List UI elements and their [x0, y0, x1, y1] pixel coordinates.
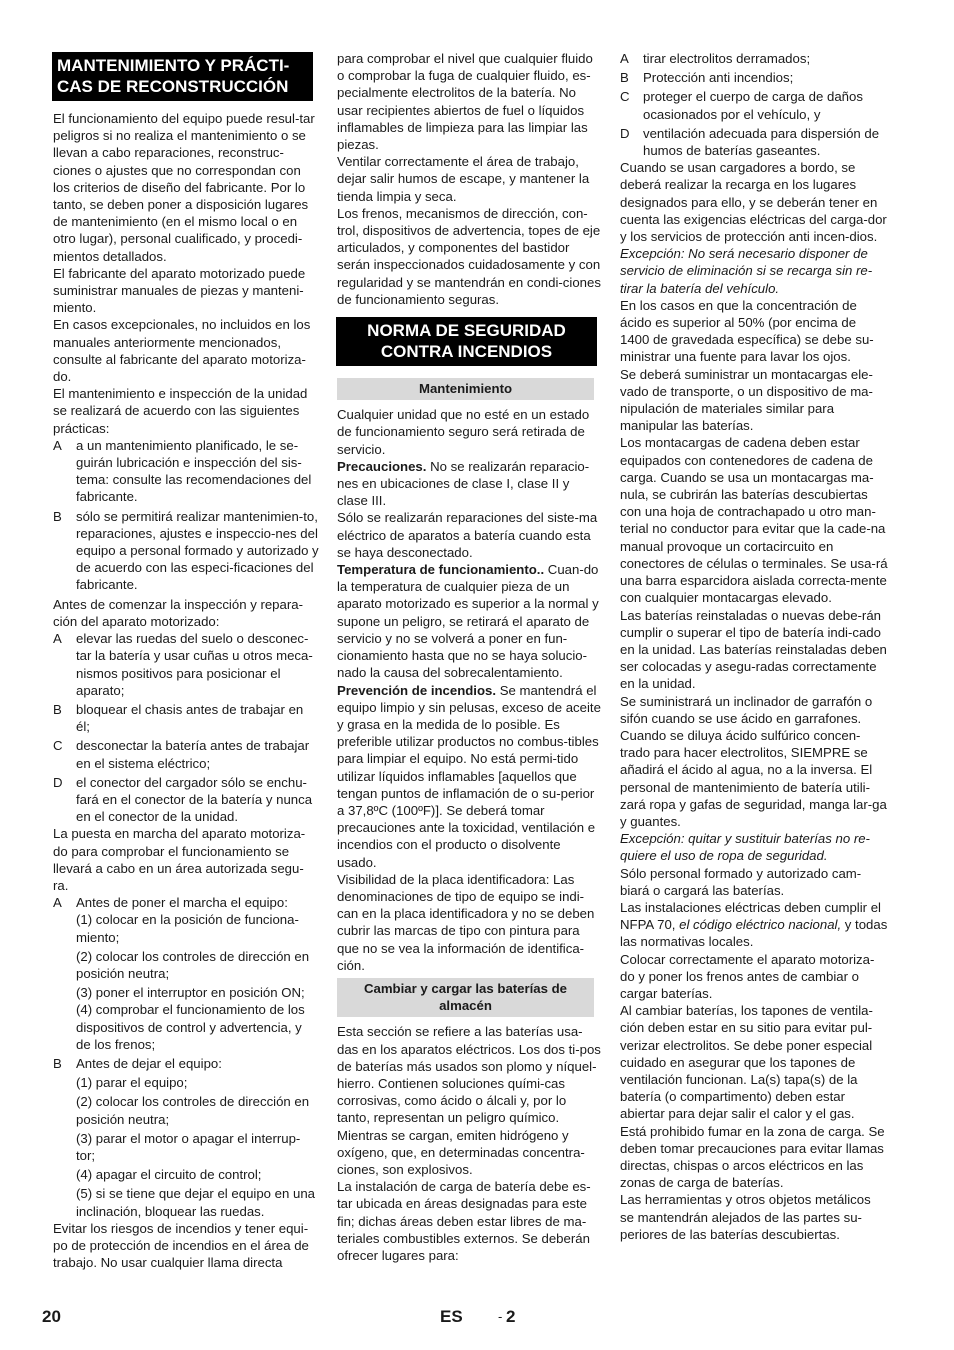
paragraph: Colocar correctamente el aparato motoriza-do y poner los frenos antes de cambiar o cargar baterías.: [620, 951, 875, 1001]
paragraph: El funcionamiento del equipo puede resul-tar peligros si no realiza el mantenimiento o se llevan a cabo reparaciones, reconstruc-ciones o ajustes que no correspondan con los criterios de diseño del fabricante. Por lo tanto, se deben poner a disposición lugares de mantenimiento (en el mismo local o en otro lugar), personal cualificado, y procedi-mientos detallados.: [53, 111, 315, 264]
list-item: B bloquear el chasis antes de trabajar en él;: [53, 701, 304, 735]
column-2: [337, 50, 602, 1264]
paragraph: Al cambiar baterías, los tapones de ventila-ción deben estar en su sitio para evitar pul-verizar electrolitos. Se debe poner especial cuidado en asegurar que los tapones de ventilación funcionan. La(s) tapa(s) de la batería (o compartimento) deben estar abiertar para dejar salir el calor y el gas.: [620, 1003, 873, 1122]
paragraph: Se suministrará un inclinador de garrafón o sifón cuando se use ácido en garrafones.: [620, 693, 873, 726]
list-item: A Antes de poner el marcha el equipo:: [53, 895, 288, 911]
paragraph: Los frenos, mecanismos de dirección, con-trol, dispositivos de advertencia, topes de eje articulados, y componentes del bastidor serán inspeccionados cuidadosamente y con regularidad y se mantendrán en condi-ciones de funcionamiento seguras.: [337, 205, 601, 307]
subheading-batteries: Cambiar y cargar las baterías de almacén: [337, 978, 594, 1017]
paragraph: Temperatura de funcionamiento.. Cuan-do la temperatura de cualquier pieza de un aparato motorizado es superior a la normal y supone un peligro, se retirará el aparato de servicio y no se volverá a poner en fun-cionamiento hasta que no se haya solucio-nado la causa del sobrecalentamiento.: [337, 562, 599, 681]
list-item: D ventilación adecuada para dispersión de humos de baterías gaseantes.: [620, 125, 880, 159]
page-number: 20: [42, 1307, 61, 1326]
sub-item: (1) parar el equipo;: [76, 1075, 188, 1091]
list-item: B sólo se permitirá realizar mantenimien-to, reparaciones, ajustes e inspeccio-nes del equipo a personal formado y autorizado y de acuerdo con las especi-ficaciones del fabricante.: [53, 508, 319, 593]
paragraph: Cuando se diluya ácido sulfúrico concen-trado para hacer electrolitos, SIEMPRE se añadirá el ácido al agua, no a la inversa. El personal de mantenimiento de batería utili-zará ropa y gafas de seguridad, manga lar-ga y guantes.: [620, 727, 887, 829]
paragraph: Evitar los riesgos de incendios y tener equi-po de protección de incendios en el área de trabajo. No usar cualquier llama directa: [53, 1220, 309, 1271]
list-item: B Antes de dejar el equipo:: [53, 1055, 222, 1071]
paragraph: Está prohibido fumar en la zona de carga. Se deben tomar precauciones para evitar llamas directas, chispas o arcos eléctricos en las zonas de carga de baterías.: [620, 1123, 885, 1191]
page-footer: [0, 1307, 954, 1327]
page-separator: -: [498, 1309, 503, 1324]
sub-item: (3) parar el motor o apagar el interrup-tor;: [76, 1130, 301, 1163]
sub-item: (3) poner el interruptor en posición ON;: [76, 985, 305, 1001]
paragraph: Las herramientas y otros objetos metálicos se mantendrán alejados de las partes su-periores de las baterías descubiertas.: [620, 1192, 871, 1242]
sub-item: (2) colocar los controles de dirección en posición neutra;: [76, 1094, 310, 1127]
sub-item: (2) colocar los controles de dirección en posición neutra;: [76, 948, 310, 981]
paragraph: Sólo personal formado y autorizado cam-biará o cargará las baterías.: [620, 865, 862, 898]
paragraph: Se deberá suministrar un montacargas ele-vado de transporte, o un dispositivo de ma-nipulación de materiales similar para manipular las baterías.: [620, 366, 873, 434]
sub-item: (4) comprobar el funcionamiento de los dispositivos de control y advertencia, y de los frenos;: [76, 1002, 305, 1052]
column-3: [620, 50, 888, 1243]
list-item: B Protección anti incendios;: [620, 70, 794, 86]
paragraph: Las baterías reinstaladas o nuevas debe-rán cumplir o superar el tipo de batería indi-cado en la unidad. Las baterías reinstaladas deben ser colocadas y asegu-radas correctamente en la unidad.: [620, 607, 887, 692]
paragraph: Cuando se usan cargadores a bordo, se deberá realizar la recarga en los lugares designados para ello, y se deberán tener en cuenta las exigencias eléctricas del carga-dor y los servicios de protección anti incen-dios.: [620, 160, 887, 245]
list-item: A tirar electrolitos derramados;: [620, 51, 811, 66]
sub-item: (1) colocar en la posición de funciona-miento;: [76, 912, 299, 945]
practices-list: [53, 437, 319, 594]
sub-item: (4) apagar el circuito de control;: [76, 1167, 262, 1183]
paragraph: En casos excepcionales, no incluidos en los manuales anteriormente mencionados, consulte al fabricante del aparato motoriza-do.: [53, 317, 311, 385]
section-heading-maintenance: MANTENIMIENTO Y PRÁCTI-CAS DE RECONSTRUCCIÓN: [53, 53, 312, 100]
paragraph: Esta sección se refiere a las baterías usa-das en los aparatos eléctricos. Los dos ti-pos de baterías más usados son plomo y níquel-hierro. Contienen soluciones quími-cas corrosivas, como ácido o álcali y, por lo tanto, representan un peligro químico. Mientras se cargan, emiten hidrógeno y oxígeno, que, en determinadas concentra-ciones, son explosivos.: [337, 1024, 601, 1177]
list-item: A elevar las ruedas del suelo o desconec-tar la batería y usar cuñas u otros meca-nismos positivos para posicionar el aparato;: [53, 631, 313, 698]
list-item: D el conector del cargador sólo se enchu-fará en el conector de la batería y nunca en el conector de la unidad.: [53, 774, 313, 825]
paragraph: La instalación de carga de batería debe es-tar ubicada en áreas designadas para este fin; dichas áreas deben estar libres de ma-teriales combustibles externos. Se deberán ofrecer lugares para:: [337, 1179, 591, 1263]
list-item: C proteger el cuerpo de carga de daños ocasionados por el vehículo, y: [620, 89, 863, 122]
paragraph: Los montacargas de cadena deben estar equipados con contenedores de cadena de carga. Cuando se usa un montacargas ma-nula, se cubrirán las baterías descubiertas con una hoja de contrachapado u otro man-terial no conductor para evitar que la cade-na manual provoque un cortacircuito en conectores de células o terminales. Se usa-rá una barra esparcidora aislada correcta-mente con cualquier montacargas elevado.: [620, 435, 888, 606]
list-item: A a un mantenimiento planificado, le se-guirán lubricación e inspección del sis-tema: consulte las recomendaciones del fabricante.: [53, 437, 312, 505]
paragraph: Precauciones. No se realizarán reparacio-nes en ubicaciones de clase I, clase II y clase III.: [337, 458, 590, 509]
paragraph: Sólo se realizarán reparaciones del siste-ma eléctrico de aparatos a batería cuando esta se haya desconectado.: [337, 510, 598, 560]
sub-page-number: 2: [506, 1307, 516, 1326]
paragraph: Cualquier unidad que no esté en un estado de funcionamiento seguro será retirada de servicio.: [337, 407, 590, 457]
section-heading-fire-safety: NORMA DE SEGURIDAD CONTRA INCENDIOS: [337, 318, 596, 365]
subheading-maintenance: Mantenimiento: [337, 378, 594, 400]
exception-note: Excepción: quitar y sustituir baterías no re-quiere el uso de ropa de seguridad.: [620, 831, 870, 864]
list-item: C desconectar la batería antes de trabajar en el sistema eléctrico;: [53, 738, 310, 771]
paragraph: Las instalaciones eléctricas deben cumplir el NFPA 70, el código eléctrico nacional, y todas las normativas locales.: [620, 899, 888, 950]
paragraph: para comprobar el nivel que cualquier fluido o comprobar la fuga de cualquier fluido, es-pecialmente electrolitos de la batería. No usar recipientes abiertos de fuel o líquidos inflamables de limpieza para las limpiar las piezas.: [337, 51, 593, 153]
paragraph: Prevención de incendios. Se mantendrá el equipo limpio y sin pelusas, exceso de aceite y grasa en la medida de lo posible. Es preferible utilizar productos no combus-tibles para limpiar el equipo. No está permi-tido utilizar líquidos inflamables [aquellos que tengan puntos de inflamación de o su-perior a 37,8ºC (100ºF)]. Se deberá tomar precauciones ante la toxicidad, ventilación e incendios con el producto o disolvente usado.: [337, 682, 601, 870]
paragraph: La puesta en marcha del aparato motoriza-do para comprobar el funcionamiento se llevará a cabo en un área autorizada segu-ra.: [53, 826, 306, 893]
charging-facilities-list: [620, 50, 888, 159]
sub-item: (5) si se tiene que dejar el equipo en una inclinación, bloquear las ruedas.: [76, 1186, 316, 1219]
paragraph: Visibilidad de la placa identificadora: Las denominaciones de tipo de equipo se indi-can en la placa identificadora y no se deben cubrir las marcas de tipo con pintura para que no se vea la información de identifica-ción.: [337, 871, 595, 973]
column-1: [53, 50, 319, 1271]
paragraph: Antes de comenzar la inspección y repara-ción del aparato motorizado:: [53, 596, 303, 629]
paragraph: El mantenimiento e inspección de la unidad se realizará de acuerdo con las siguientes prácticas:: [53, 386, 308, 436]
paragraph: El fabricante del aparato motorizado puede suministrar manuales de piezas y manteni-miento.: [53, 265, 306, 316]
exception-note: Excepción: No será necesario disponer de servicio de eliminación si se recarga sin re-tirar la batería del vehículo.: [620, 246, 873, 296]
language-code: ES: [440, 1307, 463, 1326]
paragraph: Ventilar correctamente el área de trabajo, dejar salir humos de escape, y mantener la tienda limpia y seca.: [337, 154, 590, 204]
inspection-list: [53, 630, 319, 825]
paragraph: En los casos en que la concentración de ácido es superior al 50% (por encima de 1400 de gravedada específica) se debe su-ministrar una fuente para lavar los ojos.: [620, 297, 874, 365]
